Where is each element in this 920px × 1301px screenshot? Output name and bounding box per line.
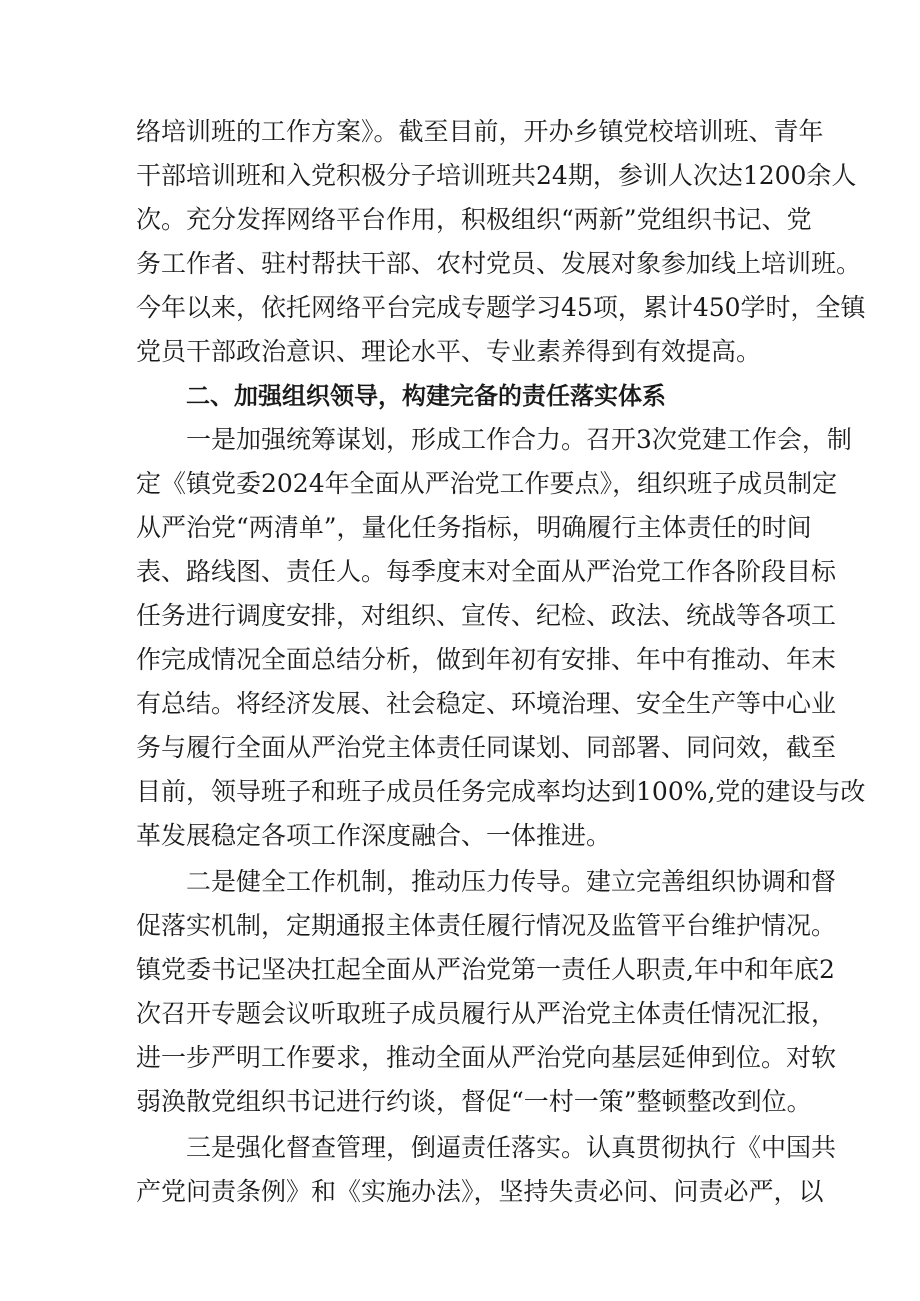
section-heading: 二、加强组织领导，构建完备的责任落实体系: [186, 382, 666, 410]
paragraph-line: 党员干部政治意识、理论水平、专业素养得到有效提高。: [136, 337, 762, 366]
paragraph-line: 次。充分发挥网络平台作用，积极组织“两新”党组织书记、党: [136, 205, 812, 234]
paragraph-line: 产党问责条例》和《实施办法》，坚持失责必问、问责必严，以: [136, 1177, 824, 1206]
paragraph-line: 革发展稳定各项工作深度融合、一体推进。: [136, 821, 612, 850]
paragraph-line: 务与履行全面从严治党主体责任同谋划、同部署、同问效，截至: [136, 733, 837, 762]
paragraph-line: 定《镇党委2024年全面从严治党工作要点》，组织班子成员制定: [136, 469, 838, 498]
paragraph-line: 二是健全工作机制，推动压力传导。建立完善组织协调和督: [186, 867, 837, 896]
paragraph-line: 次召开专题会议听取班子成员履行从严治党主体责任情况汇报，: [136, 999, 837, 1028]
paragraph-line: 干部培训班和入党积极分子培训班共24期，参训人次达1200余人: [136, 161, 857, 190]
paragraph-line: 从严治党“两清单”，量化任务指标，明确履行主体责任的时间: [136, 513, 812, 542]
paragraph-line: 弱涣散党组织书记进行约谈，督促“一村一策”整顿整改到位。: [136, 1087, 812, 1116]
paragraph-line: 表、路线图、责任人。每季度末对全面从严治党工作各阶段目标: [136, 557, 837, 586]
paragraph-line: 络培训班的工作方案》。截至目前，开办乡镇党校培训班、青年: [136, 117, 824, 146]
paragraph-line: 三是强化督查管理，倒逼责任落实。认真贯彻执行《中国共: [186, 1133, 837, 1162]
paragraph-line: 促落实机制，定期通报主体责任履行情况及监管平台维护情况。: [136, 911, 837, 940]
paragraph-line: 目前，领导班子和班子成员任务完成率均达到100%,党的建设与改: [136, 777, 866, 806]
paragraph-line: 有总结。将经济发展、社会稳定、环境治理、安全生产等中心业: [136, 689, 837, 718]
paragraph-line: 镇党委书记坚决扛起全面从严治党第一责任人职责,年中和年底2: [136, 955, 835, 984]
paragraph-line: 进一步严明工作要求，推动全面从严治党向基层延伸到位。对软: [136, 1043, 837, 1072]
paragraph-line: 今年以来，依托网络平台完成专题学习45项，累计450学时，全镇: [136, 293, 866, 322]
paragraph-line: 一是加强统筹谋划，形成工作合力。召开3次党建工作会，制: [186, 425, 852, 454]
paragraph-line: 作完成情况全面总结分析，做到年初有安排、年中有推动、年末: [136, 645, 837, 674]
paragraph-line: 任务进行调度安排，对组织、宣传、纪检、政法、统战等各项工: [136, 601, 837, 630]
paragraph-line: 务工作者、驻村帮扶干部、农村党员、发展对象参加线上培训班。: [136, 249, 862, 278]
